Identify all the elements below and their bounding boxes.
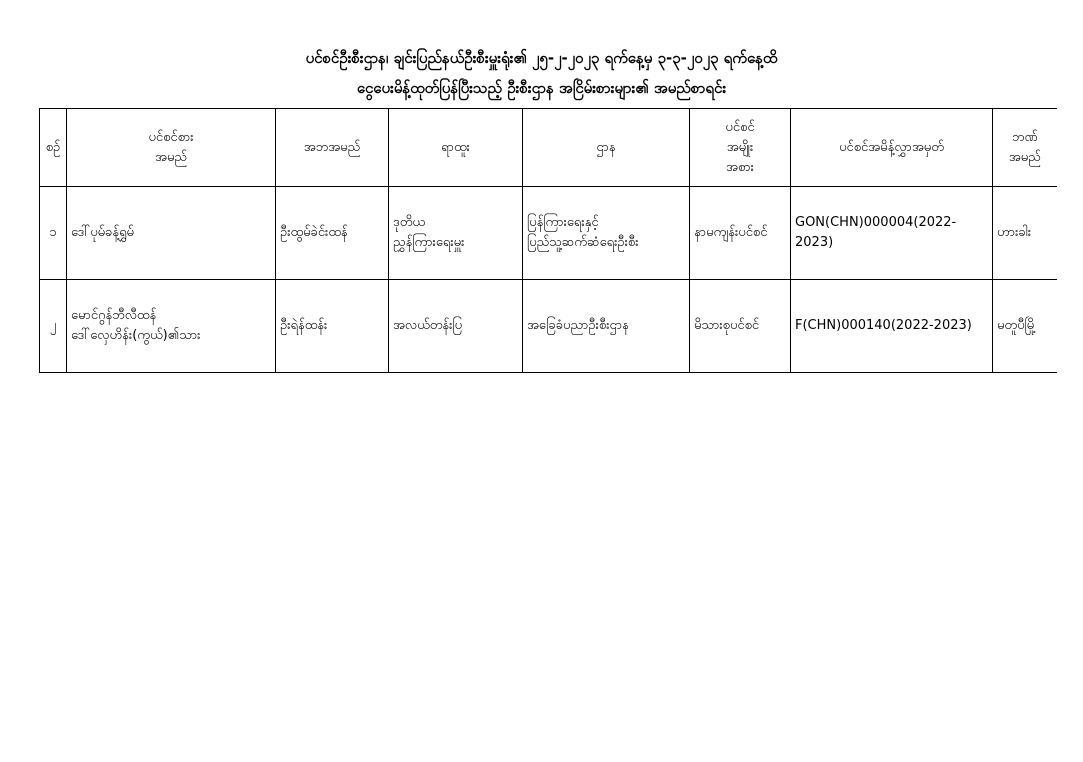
document-title-line-2: ငွေပေးမိန့်ထုတ်ပြန်ပြီးသည့် ဦးစီးဌာန အငြိမ်းစားများ၏ အမည်စာရင်း — [356, 79, 727, 97]
cell-pensioner-name: မောင်ဂွန်ဘီလီထန် ဒေါ်လှေဟိန်း(ကွယ်)၏သား — [67, 280, 276, 373]
cell-father-name: ဦးထွမ်ခဲင်းထန် — [276, 187, 389, 280]
cell-father-name: ဦးရဲန်ထန်း — [276, 280, 389, 373]
header-department: ဌာန — [523, 109, 690, 187]
cell-pensioner-name: ဒေါ်ပုမ်ခန့်ရွှမ် — [67, 187, 276, 280]
header-rank: ရာထူး — [389, 109, 523, 187]
cell-rank: အလယ်တန်းပြ — [389, 280, 523, 373]
header-bank-name: ဘဏ် အမည် — [993, 109, 1057, 187]
cell-order-number: GON(CHN)000004(2022-2023) — [791, 187, 993, 280]
cell-no: ၂ — [40, 280, 67, 373]
header-pension-type: ပင်စင် အမျိုး အစား — [690, 109, 791, 187]
cell-department: အခြေခံပညာဦးစီးဌာန — [523, 280, 690, 373]
cell-order-number: F(CHN)000140(2022-2023) — [791, 280, 993, 373]
table-row — [40, 280, 1057, 373]
cell-pension-type: နာမကျန်းပင်စင် — [690, 187, 791, 280]
table-header-row — [40, 109, 1057, 187]
cell-bank-name: မတူပီမြို့ — [993, 280, 1057, 373]
header-no: စဉ် — [40, 109, 67, 187]
cell-rank: ဒုတိယ ညွှန်ကြားရေးမှူး — [389, 187, 523, 280]
cell-pension-type: မိသားစုပင်စင် — [690, 280, 791, 373]
header-father-name: အဘအမည် — [276, 109, 389, 187]
table-row — [40, 187, 1057, 280]
cell-department: ပြန်ကြားရေးနှင့် ပြည်သူ့ဆက်ဆံရေးဦးစီး — [523, 187, 690, 280]
cell-bank-name: ဟားခါး — [993, 187, 1057, 280]
cell-no: ၁ — [40, 187, 67, 280]
header-pensioner-name: ပင်စင်စား အမည် — [67, 109, 276, 187]
pensioner-table — [39, 108, 1057, 373]
document-title-line-1: ပင်စင်ဦးစီးဌာန၊ ချင်းပြည်နယ်ဦးစီးမှူးရုံး၏ ၂၅-၂-၂၀၂၃ ရက်နေ့မှ ၃-၃-၂၀၂၃ ရက်နေ့ထိ — [305, 49, 778, 67]
header-order-number: ပင်စင်အမိန့်လွှာအမှတ် — [791, 109, 993, 187]
